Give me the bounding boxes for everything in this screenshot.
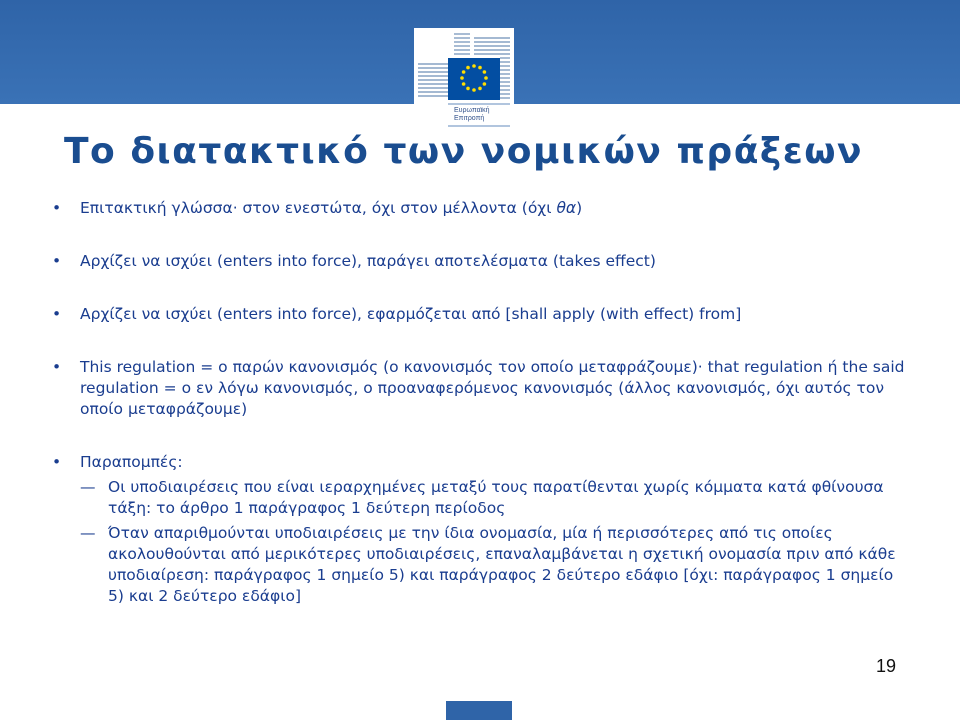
bullet-references <box>52 452 912 473</box>
logo-text-line2: Επιτροπή <box>454 115 485 122</box>
bullet-marker: • <box>52 199 62 217</box>
subbullet-same-name <box>52 523 912 607</box>
bullet-marker: • <box>52 252 62 270</box>
european-commission-logo <box>414 28 514 134</box>
bullet-marker: • <box>52 305 62 323</box>
footer-tab <box>446 701 512 720</box>
bullet-marker: • <box>52 453 62 471</box>
bullet-text: Παραπομπές: <box>80 453 183 471</box>
subbullet-marker: — <box>80 478 96 496</box>
slide-content <box>52 198 912 607</box>
logo-text-line1: Ευρωπαϊκή <box>454 107 490 114</box>
subbullet-hierarchical <box>52 477 912 519</box>
bullet-text-end: ) <box>576 199 583 217</box>
bullet-imperative <box>52 198 912 219</box>
bullet-this-regulation <box>52 357 912 420</box>
bullet-enters-into-force <box>52 251 912 272</box>
bullet-text: Αρχίζει να ισχύει (enters into force), παράγει αποτελέσματα (takes effect) <box>80 252 656 270</box>
subbullet-text: Οι υποδιαιρέσεις που είναι ιεραρχημένες μεταξύ τους παρατίθενται χωρίς κόμματα κατά φθίνουσα τάξη: το άρθρο 1 παράγραφος 1 δεύτερη περίοδος <box>108 478 884 517</box>
bullet-emphasis: θα <box>556 199 577 217</box>
subbullet-text: Όταν απαριθμούνται υποδιαιρέσεις με την ίδια ονομασία, μία ή περισσότερες από τις οποίες ακολουθούνται από μερικότερες υποδιαιρέσεις, επαναλαμβάνεται η σχετική ονομασία πριν από κάθε υποδιαίρεση: παράγραφος 1 σημείο 5) και παράγραφος 2 δεύτερο εδάφιο [όχι: παράγραφος 1 σημείο 5) και 2 δεύτερο εδάφιο] <box>108 524 896 605</box>
bullet-text: Επιτακτική γλώσσα· στον ενεστώτα, όχι στον μέλλοντα (όχι <box>80 199 557 217</box>
bullet-shall-apply <box>52 304 912 325</box>
bullet-text: Αρχίζει να ισχύει (enters into force), εφαρμόζεται από [shall apply (with effect) from] <box>80 305 742 323</box>
slide-title: Το διατακτικό των νομικών πράξεων <box>64 131 864 172</box>
subbullet-marker: — <box>80 524 96 542</box>
bullet-marker: • <box>52 358 62 376</box>
page-number: 19 <box>876 656 897 676</box>
bullet-text: This regulation = ο παρών κανονισμός (ο κανονισμός τον οποίο μεταφράζουμε)· that regulation ή the said regulation = ο εν λόγω κανονισμός, ο προαναφερόμενος κανονισμός (άλλος κανονισμός, όχι αυτός τον οποίο μεταφράζουμε) <box>80 358 905 418</box>
